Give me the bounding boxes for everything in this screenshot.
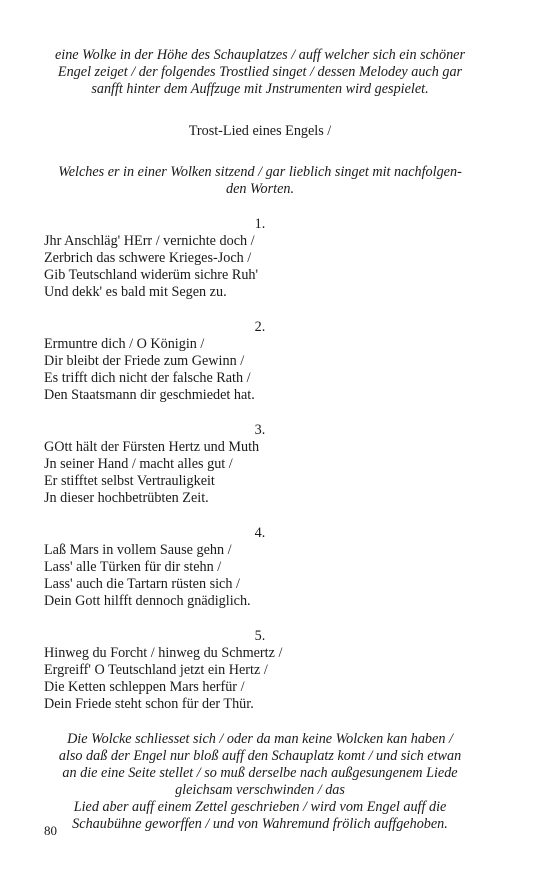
- outro-line: gleichsam verschwinden / das: [175, 782, 345, 798]
- verse-line: Es trifft dich nicht der falsche Rath /: [44, 370, 251, 386]
- stanza-2: [44, 319, 476, 404]
- intro-stage-direction: [44, 47, 476, 98]
- stanza-5: [44, 628, 476, 713]
- verse-line: Dein Gott hilfft dennoch gnädiglich.: [44, 593, 251, 609]
- verse-line: Hinweg du Forcht / hinweg du Schmertz /: [44, 645, 283, 661]
- verse-line: Zerbrich das schwere Krieges-Joch /: [44, 250, 252, 266]
- verse-line: Dein Friede steht schon für der Thür.: [44, 696, 254, 712]
- stanza-number: 3.: [254, 422, 266, 438]
- page-body: [44, 47, 476, 833]
- outro-stage-direction: [44, 731, 476, 833]
- stanza-3: [44, 422, 476, 507]
- stanza-4: [44, 525, 476, 610]
- subtitle-line: Welches er in einer Wolken sitzend / gar lieblich singet mit nachfolgen-: [58, 164, 462, 180]
- outro-line: Schaubühne geworffen / und von Wahremund frölich auffgehoben.: [72, 816, 448, 832]
- outro-line: an die eine Seite stellet / so muß derselbe nach außgesungenem Liede: [62, 765, 458, 781]
- verse-line: Jn seiner Hand / macht alles gut /: [44, 456, 233, 472]
- verse-line: Die Ketten schleppen Mars herfür /: [44, 679, 245, 695]
- verse-line: Lass' auch die Tartarn rüsten sich /: [44, 576, 240, 592]
- song-title: Trost-Lied eines Engels /: [188, 123, 332, 139]
- intro-line: Engel zeiget / der folgendes Trostlied singet / dessen Melodey auch gar: [57, 64, 463, 80]
- stanza-number: 5.: [254, 628, 266, 644]
- verse-line: Gib Teutschland widerüm sichre Ruh': [44, 267, 259, 283]
- verse-line: Ergreiff' O Teutschland jetzt ein Hertz /: [44, 662, 268, 678]
- verse-line: Jhr Anschläg' HErr / vernichte doch /: [44, 233, 255, 249]
- stanza-number: 1.: [254, 216, 266, 232]
- page-number: 80: [44, 823, 57, 838]
- stanza-number: 2.: [254, 319, 266, 335]
- verse-line: Er stifftet selbst Vertrauligkeit: [44, 473, 215, 489]
- subtitle-line: den Worten.: [225, 181, 295, 197]
- verse-line: Und dekk' es bald mit Segen zu.: [44, 284, 227, 300]
- intro-line: eine Wolke in der Höhe des Schauplatzes / auff welcher sich ein schöner: [54, 47, 466, 63]
- verse-line: Jn dieser hochbetrübten Zeit.: [44, 490, 209, 506]
- verse-line: GOtt hält der Fürsten Hertz und Muth: [44, 439, 260, 455]
- outro-line: also daß der Engel nur bloß auff den Schauplatz komt / und sich etwan: [58, 748, 462, 764]
- verse-line: Dir bleibt der Friede zum Gewinn /: [44, 353, 245, 369]
- verse-line: Ermuntre dich / O Königin /: [44, 336, 205, 352]
- verse-line: Den Staatsmann dir geschmiedet hat.: [44, 387, 255, 403]
- outro-line: Die Wolcke schliesset sich / oder da man keine Wolcken kan haben /: [67, 731, 453, 747]
- intro-line: sanfft hinter dem Auffzuge mit Jnstrumenten wird gespielet.: [91, 81, 429, 97]
- verse-line: Lass' alle Türken für dir stehn /: [44, 559, 222, 575]
- song-subtitle: [44, 164, 476, 198]
- outro-line: Lied aber auff einem Zettel geschrieben / wird vom Engel auff die: [73, 799, 447, 815]
- verse-line: Laß Mars in vollem Sause gehn /: [44, 542, 232, 558]
- stanza-1: [44, 216, 476, 301]
- stanza-number: 4.: [254, 525, 266, 541]
